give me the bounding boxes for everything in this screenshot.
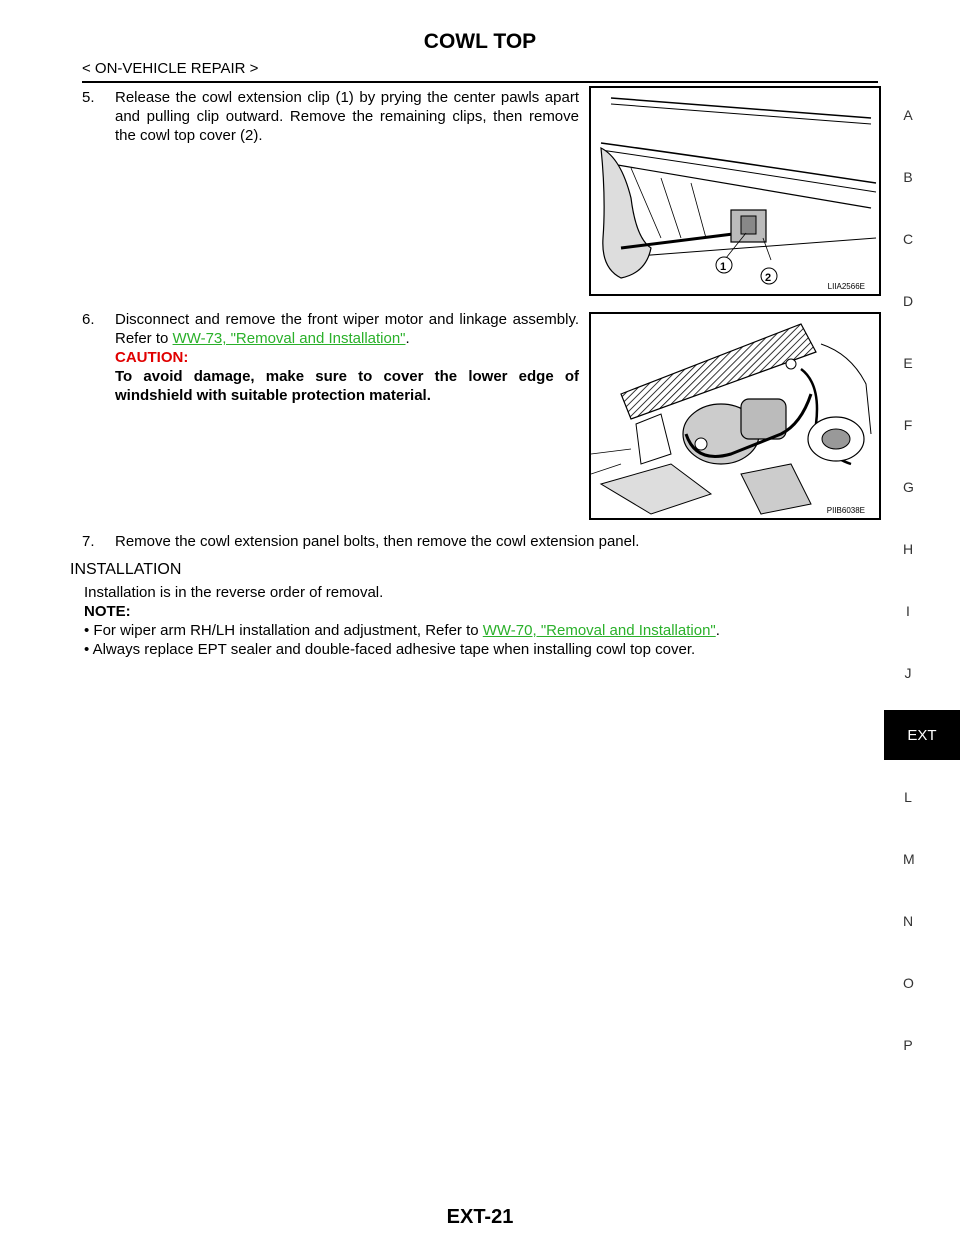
wiper-motor-illustration <box>591 314 879 518</box>
link-ww-73[interactable]: WW-73, "Removal and Installation" <box>172 330 406 347</box>
side-tab-l[interactable]: L <box>904 789 912 805</box>
side-tab-ext-active[interactable]: EXT <box>884 710 960 760</box>
note-bullet-2: • Always replace EPT sealer and double-faced adhesive tape when installing cowl top cover. <box>84 640 720 659</box>
step-5 <box>82 88 579 145</box>
side-tab-p[interactable]: P <box>903 1037 913 1053</box>
installation-intro: Installation is in the reverse order of removal. <box>84 584 384 601</box>
page-number: EXT-21 <box>446 1206 514 1228</box>
side-tab-c[interactable]: C <box>903 231 914 247</box>
side-tab-g[interactable]: G <box>903 479 914 495</box>
side-tab-h[interactable]: H <box>903 541 914 557</box>
note-bullet-1 <box>84 621 720 640</box>
side-tab-n[interactable]: N <box>903 913 914 929</box>
side-tab-j[interactable]: J <box>904 665 912 681</box>
side-tab-i[interactable]: I <box>906 603 910 619</box>
note-bullet-1-text: For wiper arm RH/LH installation and adjustment, Refer to <box>93 622 479 639</box>
step-5-number: 5. <box>82 89 95 106</box>
side-tab-m[interactable]: M <box>903 851 915 867</box>
header-rule <box>82 81 878 83</box>
step-5-text: Release the cowl extension clip (1) by prying the center pawls apart and pulling clip outward. Remove the remaining clips, then remove the cowl top cover (2). <box>115 89 579 144</box>
step-6-text-after: . <box>405 330 410 347</box>
step-6-text <box>115 310 579 348</box>
link-ww-70[interactable]: WW-70, "Removal and Installation" <box>482 622 716 639</box>
side-tab-f[interactable]: F <box>903 417 913 433</box>
note-label: NOTE: <box>84 603 131 620</box>
callout-2: 2 <box>765 272 772 284</box>
step-7 <box>82 533 639 550</box>
page-title: COWL TOP <box>423 30 537 53</box>
cowl-clip-illustration <box>591 88 879 294</box>
side-tab-o[interactable]: O <box>903 975 914 991</box>
step-7-text: Remove the cowl extension panel bolts, then remove the cowl extension panel. <box>115 533 640 550</box>
step-6 <box>82 310 579 405</box>
figure-cowl-extension-clip <box>589 86 881 296</box>
note-bullet-1-after: . <box>715 622 720 639</box>
installation-body <box>84 583 720 659</box>
side-tab-a[interactable]: A <box>903 107 913 123</box>
figure-code: PIIB6038E <box>826 506 865 515</box>
figure-wiper-motor <box>589 312 881 520</box>
installation-heading: INSTALLATION <box>70 561 182 578</box>
caution-label: CAUTION: <box>115 349 189 366</box>
callout-1: 1 <box>720 261 727 273</box>
side-tab-e[interactable]: E <box>903 355 913 371</box>
section-label: < ON-VEHICLE REPAIR > <box>82 60 259 77</box>
step-6-text-before: Disconnect and remove the front wiper motor and linkage assembly. Refer to <box>115 311 579 347</box>
side-tab-d[interactable]: D <box>903 293 914 309</box>
side-tab-b[interactable]: B <box>903 169 913 185</box>
step-6-number: 6. <box>82 311 95 328</box>
step-7-number: 7. <box>82 533 95 550</box>
figure-code: LIIA2566E <box>827 282 865 291</box>
caution-text: To avoid damage, make sure to cover the lower edge of windshield with suitable protection material. <box>115 368 579 404</box>
